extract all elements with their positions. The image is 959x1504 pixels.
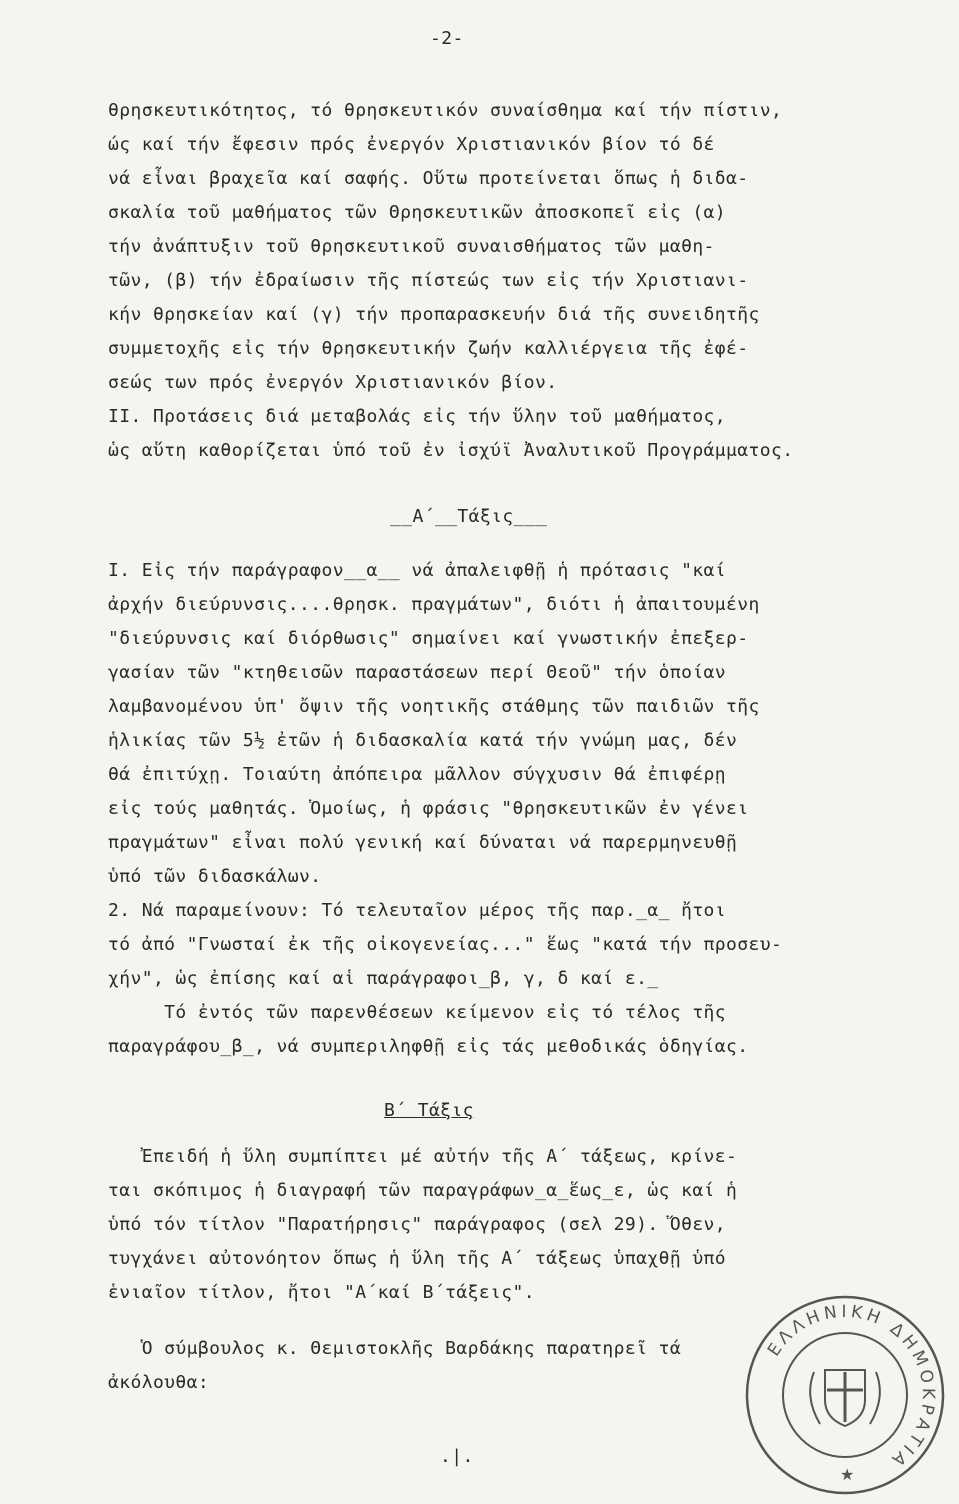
closing-line: Ὁ σύμβουλος κ. Θεμιστοκλῆς Βαρδάκης παρατηρεῖ τά [108,1338,682,1359]
item-1-line: ἀρχήν διεύρυνσις....θρησκ. πραγμάτων", διότι ἡ ἀπαιτουμένη [108,594,760,615]
section-b-line: Ἐπειδή ἡ ὕλη συμπίπτει μέ αὐτήν τῆς Α΄ τάξεως, κρίνε- [108,1146,738,1167]
intro-line: σκαλία τοῦ μαθήματος τῶν Θρησκευτικῶν ἀποσκοπεῖ εἰς (α) [108,202,727,223]
page-number: -2- [430,28,464,49]
item-2-line: χήν", ὡς ἐπίσης καί αἱ παράγραφοι_β, γ, δ καί ε._ [108,968,659,989]
item-1-line: ἡλικίας τῶν 5½ ἐτῶν ἡ διδασκαλία κατά τήν γνώμη μας, δέν [108,730,738,751]
section-b-line: ται σκόπιμος ἡ διαγραφή τῶν παραγράφων_α_ἕως_ε, ὡς καί ἡ [108,1180,738,1201]
svg-text:ΕΛΛΗΝΙΚΗ ΔΗΜΟΚΡΑΤΙΑ: ΕΛΛΗΝΙΚΗ ΔΗΜΟΚΡΑΤΙΑ [763,1301,939,1473]
section-b-line: ὑπό τόν τίτλον "Παρατήρησις" παράγραφος (σελ 29). Ὅθεν, [108,1214,727,1235]
heading-class-a: __Α΄__Τάξις___ [390,506,548,527]
item-1-line: θά ἐπιτύχῃ. Τοιαύτη ἀπόπειρα μᾶλλον σύγχυσιν θά ἐπιφέρῃ [108,764,727,785]
item-1-line: γασίαν τῶν "κτηθεισῶν παραστάσεων περί Θεοῦ" τήν ὁποίαν [108,662,727,683]
section-ii-line: ὡς αὕτη καθορίζεται ὑπό τοῦ ἐν ἰσχύϊ Ἀναλυτικοῦ Προγράμματος. [108,440,794,461]
continuation-mark: .|. [440,1446,474,1467]
item-1-line: πραγμάτων" εἶναι πολύ γενική καί δύναται νά παρερμηνευθῇ [108,832,738,853]
intro-line: κήν θρησκείαν καί (γ) τήν προπαρασκευήν διά τῆς συνειδητῆς [108,304,760,325]
item-1-line: εἰς τούς μαθητάς. Ὁμοίως, ἡ φράσις "θρησκευτικῶν ἐν γένει [108,798,749,819]
section-ii-line: ΙΙ. Προτάσεις διά μεταβολάς εἰς τήν ὕλην τοῦ μαθήματος, [108,406,727,427]
heading-class-b: Β΄ Τάξις [384,1100,474,1121]
intro-line: τῶν, (β) τήν ἐδραίωσιν τῆς πίστεώς των εἰς τήν Χριστιανι- [108,270,749,291]
item-2-line: Τό ἐντός τῶν παρενθέσεων κείμενον εἰς τό τέλος τῆς [108,1002,727,1023]
intro-line: ώς καί τήν ἔφεσιν πρός ἐνεργόν Χριστιανικόν βίον τό δέ [108,134,715,155]
intro-line: σεώς των πρός ἐνεργόν Χριστιανικόν βίον. [108,372,558,393]
section-b-line: τυγχάνει αὐτονόητον ὅπως ἡ ὕλη τῆς Α΄ τάξεως ὑπαχθῇ ὑπό [108,1248,727,1269]
official-stamp [740,1290,950,1500]
intro-line: τήν ἀνάπτυξιν τοῦ θρησκευτικοῦ συναισθήματος τῶν μαθη- [108,236,715,257]
section-b-line: ἑνιαῖον τίτλον, ἤτοι "Α΄καί Β΄τάξεις". [108,1282,536,1303]
intro-line: νά εἶναι βραχεῖα καί σαφής. Οὕτω προτείνεται ὅπως ἡ διδα- [108,168,749,189]
svg-text:★: ★ [840,1465,855,1484]
item-1-line: "διεύρυνσις καί διόρθωσις" σημαίνει καί γνωστικήν ἐπεξερ- [108,628,749,649]
item-2-line: τό ἀπό "Γνωσταί ἐκ τῆς οἰκογενείας..." ἕως "κατά τήν προσευ- [108,934,783,955]
greek-coat-of-arms-icon [740,1290,950,1500]
intro-line: συμμετοχῆς εἰς τήν θρησκευτικήν ζωήν καλλιέργεια τῆς ἐφέ- [108,338,749,359]
item-2-line: παραγράφου_β_, νά συμπεριληφθῇ εἰς τάς μεθοδικάς ὁδηγίας. [108,1036,749,1057]
intro-line: θρησκευτικότητος, τό θρησκευτικόν συναίσθημα καί τήν πίστιν, [108,100,783,121]
closing-line: ἀκόλουθα: [108,1372,210,1393]
item-2-line: 2. Νά παραμείνουν: Τό τελευταῖον μέρος τῆς παρ._α_ ἤτοι [108,900,727,921]
item-1-line: Ι. Εἰς τήν παράγραφον__α__ νά ἀπαλειφθῇ ἡ πρότασις "καί [108,560,727,581]
item-1-line: λαμβανομένου ὑπ' ὄψιν τῆς νοητικῆς στάθμης τῶν παιδιῶν τῆς [108,696,760,717]
item-1-line: ὑπό τῶν διδασκάλων. [108,866,322,887]
